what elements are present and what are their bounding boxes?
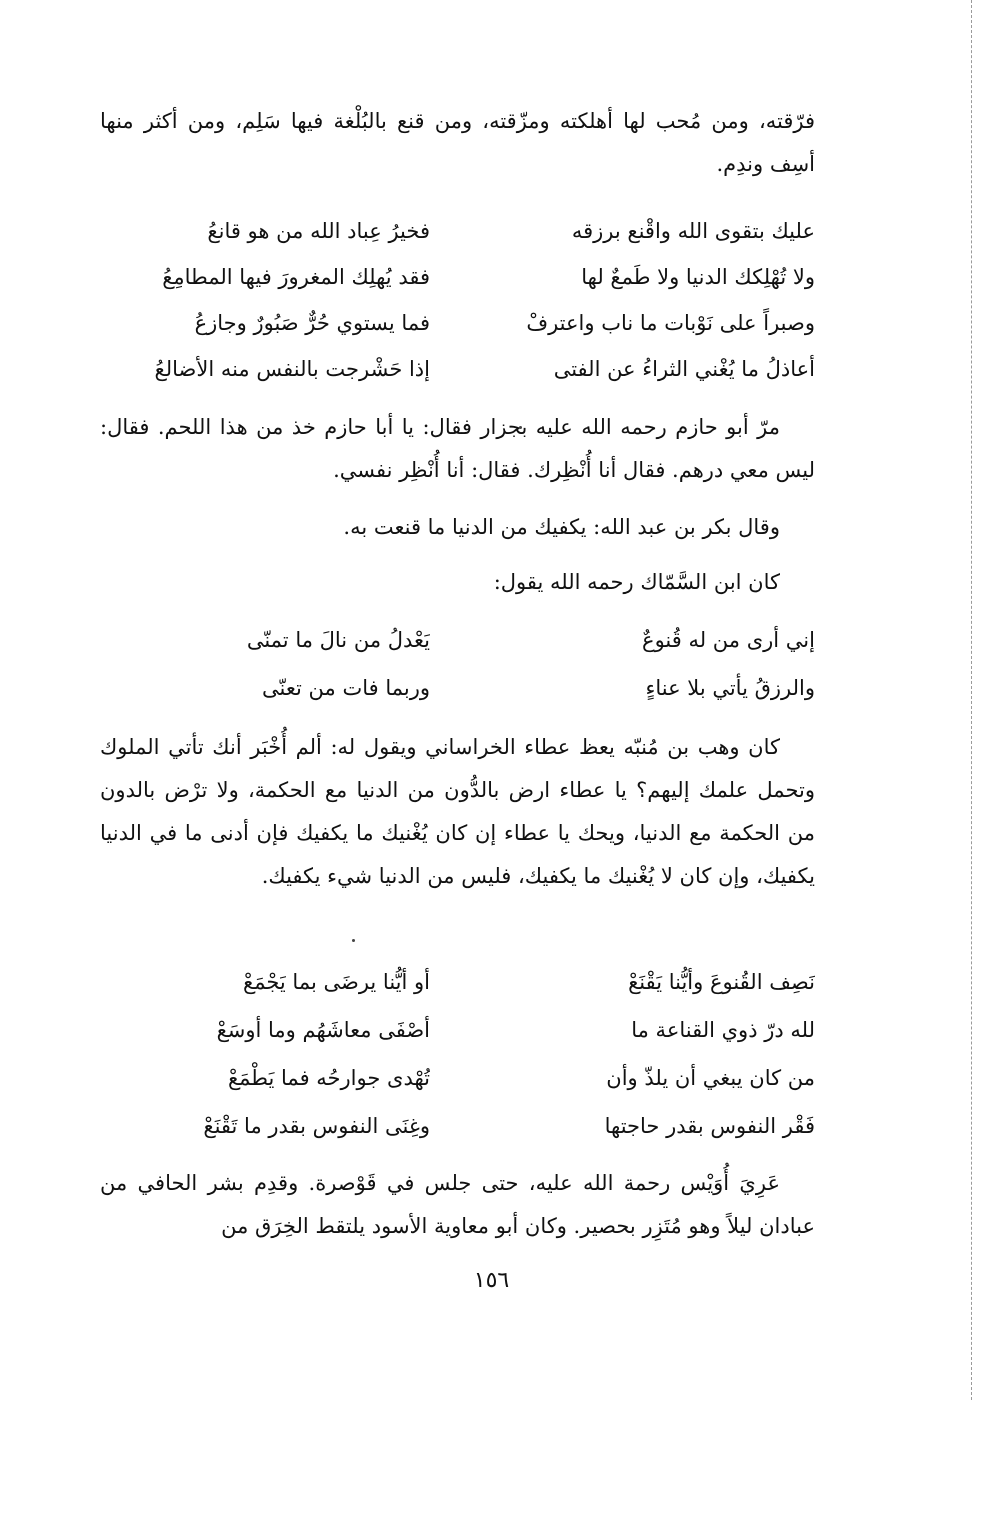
paragraph-ibn-sammak: كان ابن السَّمّاك رحمه الله يقول: [493,570,780,594]
paragraph-uways: عَرِيَ أُوَيْس رحمة الله عليه، حتى جلس في قَوْصرة. وقدِم بشر الحافي من عبادان ليلاً وهو مُتَزِر بحصير. وكان أبو معاوية الأسود يلتقط الخِرَق من [100,1171,815,1238]
verse-first-hemistich: والرزقُ يأتي بلا عناءٍ [645,676,815,700]
book-page [100,100,815,1258]
paragraph-bakr: وقال بكر بن عبد الله: يكفيك من الدنيا ما قنعت به. [343,515,780,539]
verse-line [100,1054,815,1102]
verse-second-hemistich: إذا حَشْرجت بالنفس منه الأضالعُ [154,357,430,381]
verse-line [100,1006,815,1054]
verse-line [100,346,815,392]
verse-first-hemistich: ولا تُهْلِكك الدنيا ولا طَمعٌ لها [581,265,815,289]
verse-line [100,616,815,664]
poem-qanaa [100,958,815,1156]
verse-line [100,208,815,254]
verse-first-hemistich: من كان يبغي أن يلذّ وأن [606,1066,815,1090]
verse-first-hemistich: إني أرى من له قُنوعٌ [642,628,815,652]
verse-second-hemistich: أصْفَى معاشَهُم وما أوسَعْ [216,1018,430,1042]
paragraph-abu-hazim: مرّ أبو حازم رحمه الله عليه بجزار فقال: يا أبا حازم خذ من هذا اللحم. فقال: ليس معي درهم. فقال أنا أُنْظِرك. فقال: أنا أُنْظِر نفسي. [100,415,815,482]
verse-second-hemistich: تُهْدى جوارحُه فما يَطْمَعْ [227,1066,430,1090]
verse-second-hemistich: وغِنَى النفوس بقدر ما تَقْنَعْ [203,1114,430,1138]
verse-second-hemistich: يَعْدلُ من نالَ ما تمنّى [246,628,430,652]
verse-second-hemistich: فما يستوي حُرٌّ صَبُورٌ وجازعُ [194,311,430,335]
verse-line [100,1102,815,1150]
verse-first-hemistich: نَصِف القُنوعَ وأيُّنا يَقْنَعْ [628,970,815,994]
page-number: ١٥٦ [473,1268,510,1293]
verse-second-hemistich: وربما فات من تعنّى [262,676,430,700]
page-edge-line [971,0,972,1400]
verse-line [100,664,815,712]
verse-second-hemistich: فخيرُ عِباد الله من هو قانعُ [207,219,430,243]
paragraph-opening: فرّقته، ومن مُحب لها أهلكته ومزّقته، ومن قنع بالبُلْغة فيها سَلِم، ومن أكثر منها أسِف وندِم. [100,109,815,176]
paragraph-wahb: كان وهب بن مُنبّه يعظ عطاء الخراساني ويقول له: ألم أُخْبَر أنك تأتي الملوك وتحمل علمك إليهم؟ يا عطاء ارض بالدُّون من الدنيا مع الحكمة، ولا ترْض بالدون من الحكمة مع الدنيا، ويحك يا عطاء إن كان يُغْنيك ما يكفيك فإن أدنى ما في الدنيا يكفيك، وإن كان لا يُغْنيك ما يكفيك، فليس من الدنيا شيء يكفيك. [100,735,815,888]
verse-second-hemistich: أو أيُّنا يرضَى بما يَجْمَعْ [243,970,430,994]
verse-first-hemistich: عليك بتقوى الله واقْنع برزقه [571,219,815,243]
verse-line [100,254,815,300]
verse-first-hemistich: أعاذلُ ما يُغْني الثراءُ عن الفتى [553,357,815,381]
verse-second-hemistich: فقد يُهلِك المغرورَ فيها المطامِعُ [162,265,430,289]
poem-qunu [100,616,815,716]
verse-first-hemistich: لله درّ ذوي القناعة ما [631,1018,815,1042]
verse-line [100,300,815,346]
verse-line [100,958,815,1006]
verse-first-hemistich: فَقْر النفوس بقدر حاجتها [604,1114,815,1138]
poem-qana [100,208,815,398]
verse-first-hemistich: وصبراً على نَوْبات ما ناب واعترفْ [526,311,815,335]
